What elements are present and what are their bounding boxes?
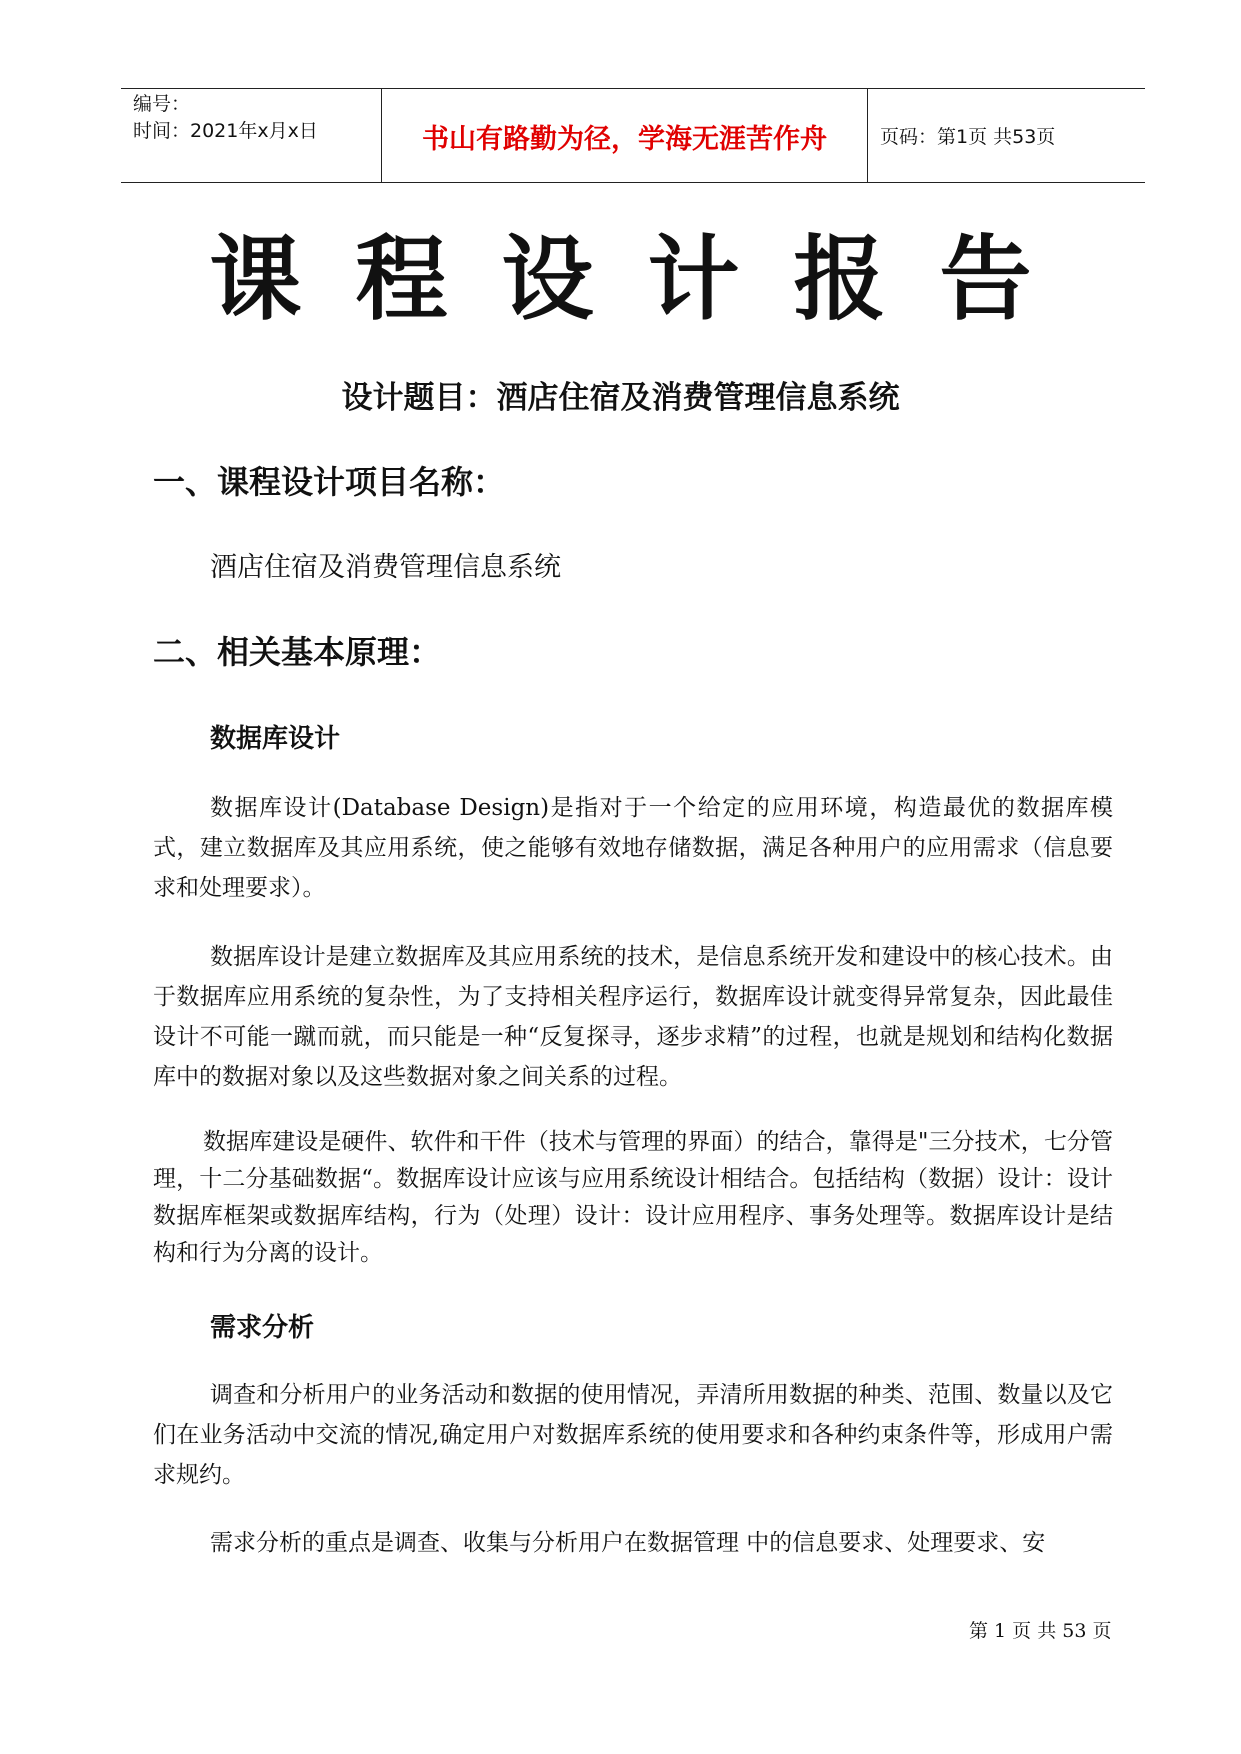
database-design-paragraph-1: 数据库设计(Database Design)是指对于一个给定的应用环境，构造最优的数据库模式，建立数据库及其应用系统，使之能够有效地存储数据，满足各种用户的应用需求（信息要求和处理要求）。 — [153, 795, 1113, 901]
header-motto: 书山有路勤为径，学海无涯苦作舟 — [422, 124, 827, 155]
requirements-paragraph-2: 需求分析的重点是调查、收集与分析用户在数据管理 中的信息要求、处理要求、安 — [210, 1530, 1046, 1556]
header-motto-cell — [381, 89, 868, 182]
section1-content: 酒店住宿及消费管理信息系统 — [210, 552, 561, 583]
header-page-cell — [868, 89, 1145, 182]
report-title: 课程设计报告 — [209, 226, 1086, 333]
document-number-label: 编号： — [133, 93, 191, 115]
header-meta-cell — [121, 89, 381, 182]
requirements-paragraph-1: 调查和分析用户的业务活动和数据的使用情况，弄清所用数据的种类、范围、数量以及它们在业务活动中交流的情况,确定用户对数据库系统的使用要求和各种约束条件等，形成用户需求规约。 — [153, 1382, 1113, 1488]
database-design-paragraph-3: 数据库建设是硬件、软件和干件（技术与管理的界面）的结合，靠得是"三分技术，七分管理，十二分基础数据“。数据库设计应该与应用系统设计相结合。包括结构（数据）设计：设计数据库框架或数据库结构，行为（处理）设计：设计应用程序、事务处理等。数据库设计是结构和行为分离的设计。 — [153, 1129, 1113, 1266]
section1-heading: 一、课程设计项目名称： — [153, 463, 506, 501]
document-time-label: 时间：2021年x月x日 — [133, 120, 318, 142]
header-table — [121, 88, 1145, 183]
header-page-code: 页码：第1页 共53页 — [880, 126, 1056, 148]
page-footer: 第 1 页 共 53 页 — [969, 1620, 1112, 1642]
subsection-requirements-heading: 需求分析 — [210, 1313, 315, 1343]
subsection-database-design-heading: 数据库设计 — [210, 724, 341, 754]
database-design-paragraph-2: 数据库设计是建立数据库及其应用系统的技术，是信息系统开发和建设中的核心技术。由于数据库应用系统的复杂性，为了支持相关程序运行，数据库设计就变得异常复杂，因此最佳设计不可能一蹴而就，而只能是一种“反复探寻，逐步求精”的过程，也就是规划和结构化数据库中的数据对象以及这些数据对象之间关系的过程。 — [153, 944, 1113, 1090]
design-subject: 设计题目：酒店住宿及消费管理信息系统 — [341, 380, 900, 416]
section2-heading: 二、相关基本原理： — [153, 633, 442, 671]
